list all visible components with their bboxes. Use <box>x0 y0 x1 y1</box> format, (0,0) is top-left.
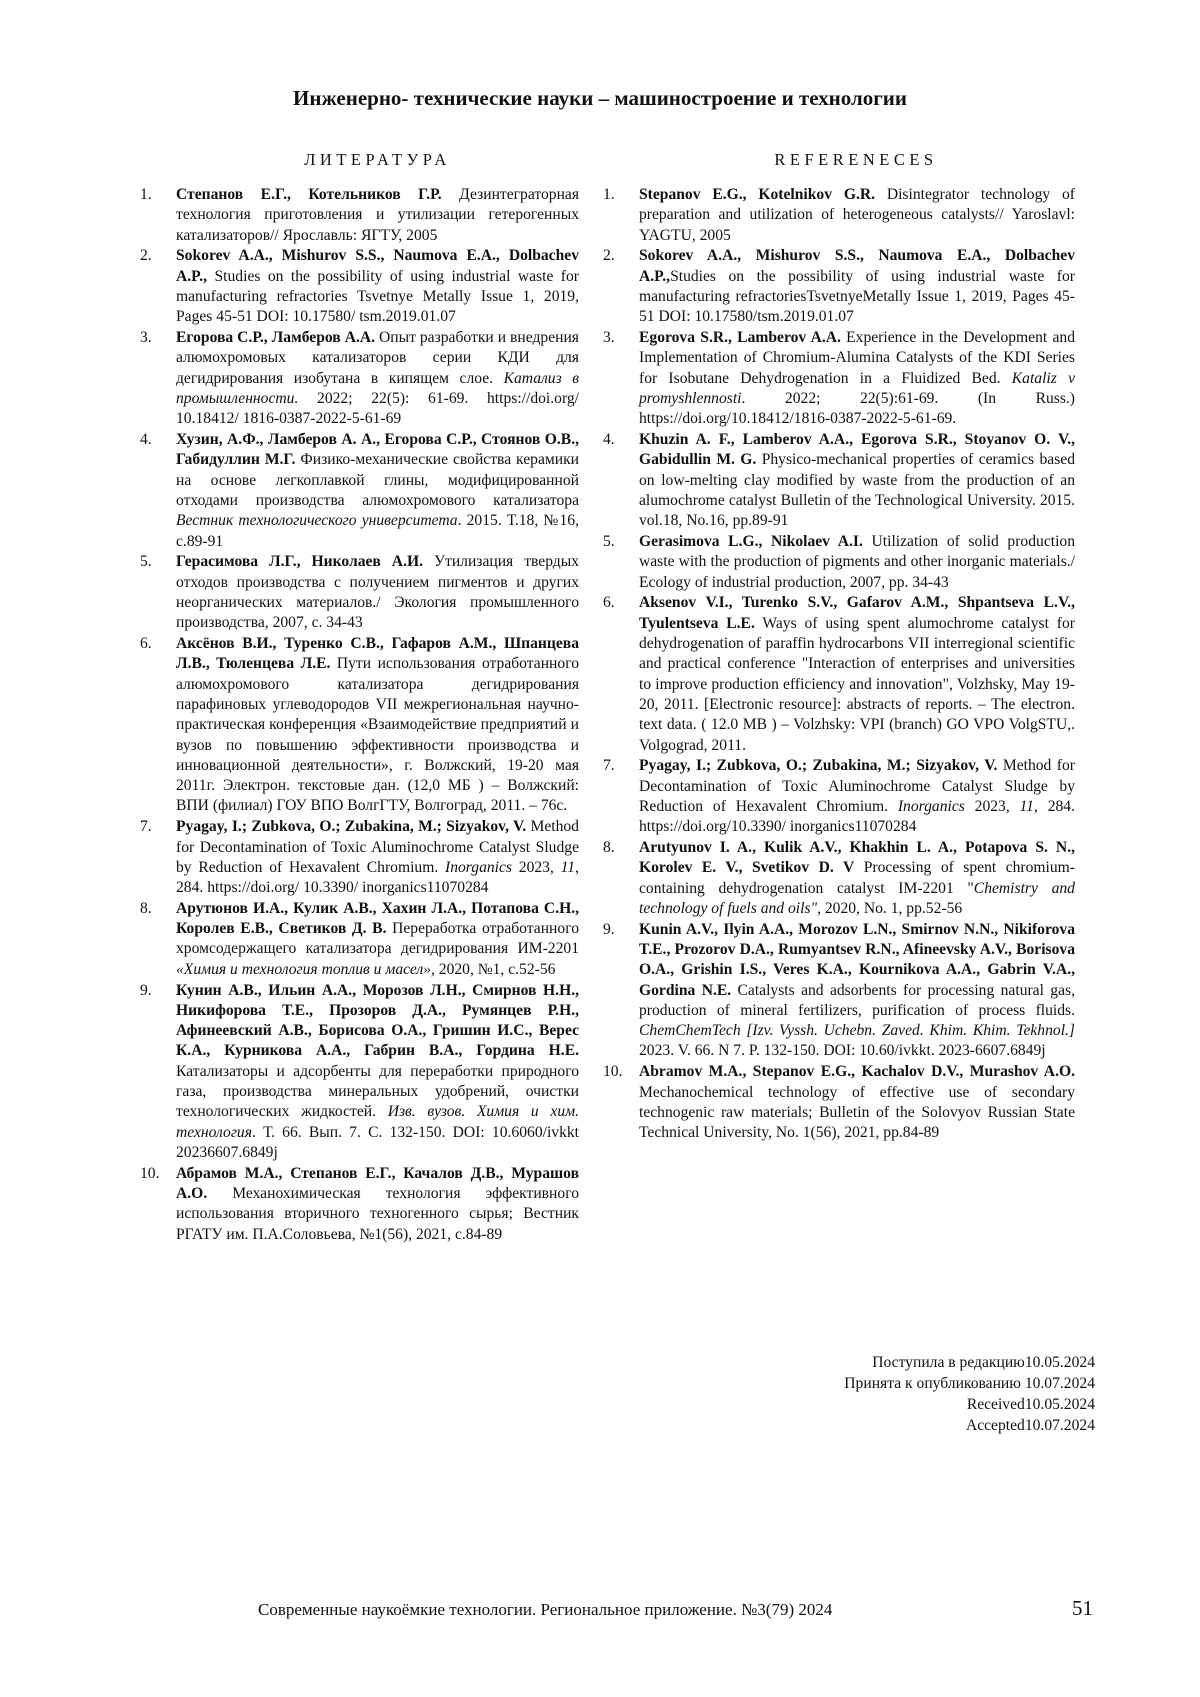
reference-entry <box>603 756 1075 837</box>
reference-text: Method for Decontamination of Toxic Aluminochrome Catalyst Sludge by Reduction of Hexavalent Chromium. <box>176 818 579 876</box>
reference-text: Experience in the Development and Implementation of Chromium-Alumina Catalysts of the KDI Series for Isobutane Dehydrogenation in a Fluidized Bed. <box>639 329 1075 387</box>
reference-authors: Sokorev A.A., Mishurov S.S., Naumova E.A., Dolbachev A.P., <box>639 247 1075 285</box>
reference-entry <box>140 552 579 633</box>
reference-entry <box>603 430 1075 531</box>
reference-authors: Aksenov V.I., Turenko S.V., Gafarov A.M., Shpantseva L.V., Tyulentseva L.E. <box>639 594 1075 632</box>
reference-authors: Кунин А.В., Ильин А.А., Морозов Л.Н., Смирнов Н.Н., Никифорова Т.Е., Прозоров Д.А., Румянцев Р.Н., Афинеевский А.В., Борисова О.А., Гришин И.С., Верес К.А., Курникова А.А., Габрин В.А., Гордина Н.Е. <box>176 981 579 1060</box>
reference-entry <box>140 981 579 1164</box>
reference-number: 9. <box>603 920 615 938</box>
reference-entry <box>140 817 579 898</box>
reference-source-italic: Изв. вузов. Химия и хим. технология <box>176 1103 579 1141</box>
date-accepted-ru: Принята к опубликованию 10.07.2024 <box>844 1375 1095 1392</box>
reference-number: 1. <box>603 186 615 203</box>
reference-number: 1. <box>140 186 152 203</box>
reference-text: , 2020, No. 1, pp.52-56 <box>817 899 963 917</box>
reference-source-italic: 11 <box>1019 797 1034 815</box>
reference-number: 4. <box>140 431 152 449</box>
reference-number: 6. <box>603 594 615 612</box>
reference-text: Опыт разработки и внедрения алюмохромовых катализаторов серии КДИ для дегидрирования изобутана в кипящем слое. <box>176 329 579 387</box>
reference-text: . 2022; 22(5):61-69. (In Russ.) https://doi.org/10.18412/1816-0387-2022-5-61-69. <box>639 389 1075 428</box>
reference-text: 2020, №1, с.52-56 <box>434 960 556 978</box>
reference-authors: Kunin A.V., Ilyin A.A., Morozov L.N., Smirnov N.N., Nikiforova T.E., Prozorov D.A., Rumyantsev R.N., Afineevsky A.V., Borisova O.A., Grishin I.S., Veres K.A., Kournikova A.A., Gabrin V.A., Gordina N.E. <box>639 920 1075 999</box>
reference-entry <box>603 1062 1075 1143</box>
reference-authors: Степанов Е.Г., Котельников Г.Р. <box>176 186 442 203</box>
submission-dates <box>844 1352 1095 1436</box>
reference-number: 4. <box>603 431 615 449</box>
reference-text: 2023, <box>964 797 1020 815</box>
reference-entry <box>140 246 579 327</box>
reference-text: Физико-механические свойства керамики на основе легкоплавкой глины, модифицированной отходами производства алюмохромового катализатора <box>176 451 580 509</box>
references-heading: REFERENECES <box>774 150 938 169</box>
reference-authors: Gerasimova L.G., Nikolaev A.I. <box>639 533 863 551</box>
reference-text: Utilization of solid production waste with the production of pigments and other inorganic materials./ Ecology of industrial production, 2007, pp. 34-43 <box>639 533 1075 591</box>
reference-entry <box>603 838 1075 919</box>
reference-text: Дезинтеграторная технология приготовления и утилизации гетерогенных катализаторов// Ярославль: ЯГТУ, 2005 <box>176 186 580 244</box>
reference-text: Physico-mechanical properties of ceramics based on low-melting clay modified by waste from the production of an alumochrome catalyst Bulletin of the Technological University. 2015. vol.18, No.16, pp.89-91 <box>639 451 1075 530</box>
reference-authors: Abramov M.A., Stepanov E.G., Kachalov D.V., Murashov A.O. <box>639 1063 1075 1081</box>
reference-source-italic: Kataliz v promyshlennosti <box>639 369 1075 407</box>
page-number: 51 <box>1072 1596 1093 1620</box>
reference-entry <box>603 246 1075 327</box>
reference-text: 2022; 22(5): 61-69. https://doi.org/ 10.18412/ 1816-0387-2022-5-61-69 <box>176 389 579 428</box>
reference-number: 3. <box>603 329 615 347</box>
reference-authors: Pyagay, I.; Zubkova, O.; Zubakina, M.; Sizyakov, V. <box>176 818 527 836</box>
reference-entry <box>603 532 1075 593</box>
reference-number: 5. <box>603 533 615 551</box>
reference-text: Method for Decontamination of Toxic Aluminochrome Catalyst Sludge by Reduction of Hexavalent Chromium. <box>639 757 1075 815</box>
reference-text: , 284. https://doi.org/ 10.3390/ inorganics11070284 <box>176 858 579 897</box>
reference-authors: Stepanov E.G., Kotelnikov G.R. <box>639 186 876 203</box>
reference-authors: Хузин, А.Ф., Ламберов А. А., Егорова С.Р., Стоянов О.В., Габидуллин М.Г. <box>176 431 579 469</box>
reference-source-italic: Chemistry and technology of fuels and oils" <box>639 879 1075 917</box>
reference-text: Disintegrator technology of preparation and utilization of heterogeneous catalysts// Yaroslavl: YAGTU, 2005 <box>639 186 1075 244</box>
reference-number: 7. <box>603 757 615 775</box>
reference-text: Ways of using spent alumochrome catalyst for dehydrogenation of paraffin hydrocarbons VII interregional scientific and practical conference "Interaction of enterprises and universities to improve production efficiency and innovation", Volzhsky, May 19-20, 2011. [Electronic resource]: abstracts of reports. – The electron. text data. ( 12.0 MB ) – Volzhsky: VPI (branch) GO VPO VolgSTU,. Volgograd, 2011. <box>639 614 1075 754</box>
reference-authors: Егорова С.Р., Ламберов А.А. <box>176 329 376 347</box>
reference-source-italic: Катализ в промышленности. <box>176 369 579 407</box>
reference-text: Катализаторы и адсорбенты для переработки природного газа, производства минеральных удобрений, очистки технологических жидкостей. <box>176 1062 579 1121</box>
literature-list-ru <box>140 185 579 1245</box>
references-list-en <box>603 185 1075 1144</box>
reference-authors: Абрамов М.А., Степанов Е.Г., Качалов Д.В., Мурашов А.О. <box>176 1164 579 1203</box>
date-received-en: Received10.05.2024 <box>966 1396 1095 1413</box>
reference-number: 2. <box>603 247 615 265</box>
reference-source-italic: Inorganics <box>897 797 965 815</box>
reference-entry <box>603 185 1075 246</box>
reference-authors: Герасимова Л.Г., Николаев А.И. <box>176 553 423 571</box>
reference-text: Механохимическая технология эффективного использования вторичного техногенного сырья; Вестник РГАТУ им. П.А.Соловьева, №1(56), 2021, с.84-89 <box>176 1185 579 1243</box>
reference-source-italic: 11 <box>560 858 576 876</box>
reference-entry <box>140 328 579 429</box>
reference-number: 5. <box>140 553 152 571</box>
reference-number: 10. <box>140 1164 160 1182</box>
reference-number: 7. <box>140 818 152 836</box>
reference-source-italic: ChemChemTech [Izv. Vyssh. Uchebn. Zaved. Khim. Khim. Tekhnol.] <box>639 1022 1075 1040</box>
reference-text: . 2015. Т.18, №16, с.89-91 <box>176 512 579 550</box>
journal-footer: Современные наукоёмкие технологии. Региональное приложение. №3(79) 2024 <box>258 1600 833 1619</box>
reference-text: Processing of spent chromium-containing dehydrogenation catalyst IM-2201 " <box>639 859 1075 897</box>
reference-entry <box>140 1164 579 1245</box>
reference-text: Mechanochemical technology of effective use of secondary technogenic raw materials; Bulletin of the Solovyov Russian State Technical University, No. 1(56), 2021, pp.84-89 <box>639 1083 1075 1142</box>
reference-number: 8. <box>603 839 615 856</box>
reference-text: 2023. V. 66. N 7. P. 132-150. DOI: 10.60/ivkkt. 2023-6607.6849j <box>639 1042 1046 1060</box>
reference-text: Studies on the possibility of using industrial waste for manufacturing refractories Tsvetnye Metally Issue 1, 2019, Pages 45-51 DOI: 10.17580/ tsm.2019.01.07 <box>176 267 579 326</box>
reference-authors: Khuzin A. F., Lamberov A.A., Egorova S.R., Stoyanov O. V., Gabidullin M. G. <box>639 431 1075 469</box>
reference-number: 2. <box>140 247 152 265</box>
reference-authors: Аксёнов В.И., Туренко С.В., Гафаров А.М., Шпанцева Л.В., Тюленцева Л.Е. <box>176 635 579 673</box>
reference-authors: Sokorev A.A., Mishurov S.S., Naumova E.A., Dolbachev A.P., <box>176 247 579 285</box>
reference-entry <box>140 430 579 552</box>
reference-number: 9. <box>140 981 152 999</box>
reference-text: . Т. 66. Вып. 7. С. 132-150. DOI: 10.6060/ivkkt 20236607.6849j <box>176 1123 579 1161</box>
reference-text: 2023, <box>512 858 561 876</box>
reference-source-italic: «Химия и технология топлив и масел», <box>176 960 435 978</box>
reference-number: 6. <box>140 635 152 653</box>
reference-entry <box>603 920 1075 1062</box>
reference-entry <box>140 634 579 817</box>
reference-number: 8. <box>140 899 152 917</box>
reference-text: Переработка отработанного хромсодержащего катализатора дегидрирования ИМ-2201 <box>176 920 579 958</box>
page-title: Инженерно- технические науки – машиностроение и технологии <box>293 86 907 110</box>
reference-entry <box>140 185 579 246</box>
reference-number: 3. <box>140 329 152 347</box>
reference-source-italic: Inorganics <box>445 858 513 876</box>
literature-heading: ЛИТЕРАТУРА <box>304 150 451 169</box>
reference-text: Catalysts and adsorbents for processing natural gas, production of mineral fertilizers, purification of process fluids. <box>639 981 1075 1019</box>
date-accepted-en: Accepted10.07.2024 <box>965 1417 1095 1434</box>
reference-text: Пути использования отработанного алюмохромового катализатора дегидрирования парафиновых углеводородов VII межрегиональная научно-практическая конференция «Взаимодействие предприятий и вузов по повышению эффективности производства и инновационной деятельности», г. Волжский, 19-20 мая 2011г. Электрон. текстовые дан. (12,0 МБ ) – Волжский: ВПИ (филиал) ГОУ ВПО ВолгГТУ, Волгоград, 2011. – 76с. <box>176 655 579 815</box>
date-received-ru: Поступила в редакцию10.05.2024 <box>872 1354 1095 1371</box>
reference-text: Утилизация твердых отходов производства с получением пигментов и других неорганических материалов./ Экология промышленного производства, 2007, с. 34-43 <box>176 553 579 632</box>
reference-entry <box>603 593 1075 755</box>
reference-text: , 284. https://doi.org/10.3390/ inorganics11070284 <box>639 797 1075 836</box>
reference-source-italic: Вестник технологического университета <box>176 512 458 530</box>
reference-entry <box>140 899 579 980</box>
reference-entry <box>603 328 1075 429</box>
reference-text: Studies on the possibility of using industrial waste for manufacturing refractoriesTsvetnyeMetally Issue 1, 2019, Pages 45-51 DOI: 10.17580/tsm.2019.01.07 <box>639 267 1075 326</box>
reference-authors: Egorova S.R., Lamberov A.A. <box>639 329 841 347</box>
reference-authors: Arutyunov I. A., Kulik A.V., Khakhin L. A., Potapova S. N., Korolev E. V., Svetikov D. V <box>639 839 1075 877</box>
reference-number: 10. <box>603 1063 623 1081</box>
reference-authors: Арутюнов И.А., Кулик А.В., Хахин Л.А., Потапова С.Н., Королев Е.В., Светиков Д. В. <box>176 899 579 938</box>
reference-authors: Pyagay, I.; Zubkova, O.; Zubakina, M.; Sizyakov, V. <box>639 757 998 775</box>
